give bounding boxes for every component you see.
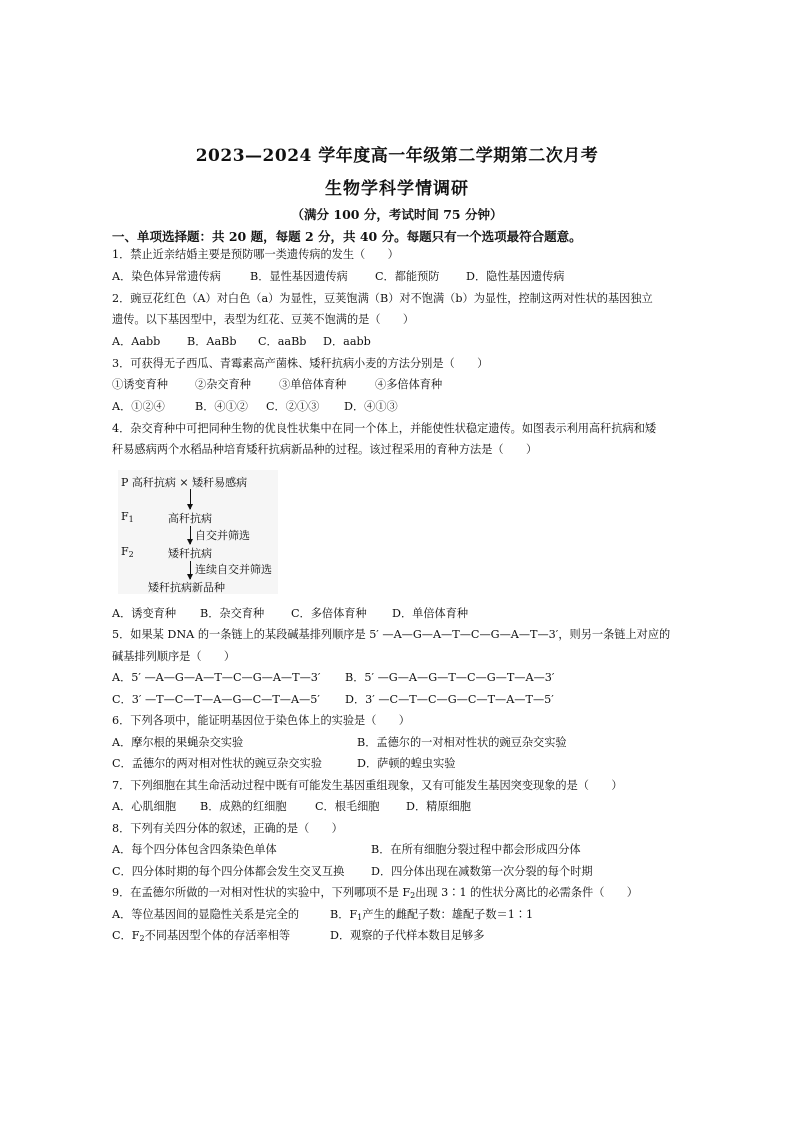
question-6-option-b: B．孟德尔的一对相对性状的豌豆杂交实验 [357,736,567,749]
question-5-stem-line1: 5．如果某 DNA 的一条链上的某段碱基排列顺序是 5′ —A—G—A—T—C—G—A—T—3′，则另一条链上对应的 [112,628,671,641]
question-4-option-a: A．诱变育种 [112,607,177,620]
question-1-option-a: A．染色体异常遗传病 [112,270,221,283]
question-3-method-4: ④多倍体育种 [375,378,443,391]
question-7-option-a: A．心肌细胞 [112,800,177,813]
question-9-option-b: B．$F_1$产生的雌配子数：雄配子数＝1∶1 [330,908,534,922]
question-3-option-a: A．①②④ [112,400,165,413]
question-7-option-b: B．成熟的红细胞 [200,800,287,813]
question-7-option-c: C．根毛细胞 [315,800,380,813]
question-3-option-d: D．④①③ [344,400,398,413]
question-9-stem: 9．在孟德尔所做的一对相对性状的实验中，下列哪项不是 $F_2$出现 3∶1 的性状分离比的必需条件（ ） [112,886,638,900]
exam-score-time: （满分 100 分，考试时间 75 分钟） [291,207,503,222]
question-8-option-d: D．四分体出现在减数第一次分裂的每个时期 [371,865,593,878]
question-3-option-b: B．④①② [195,400,248,413]
question-3-method-2: ②杂交育种 [195,378,251,391]
question-2-option-c: C．aaBb [258,335,307,348]
question-6-option-a: A．摩尔根的果蝇杂交实验 [112,736,244,749]
diagram-f1-label: $F_1$ [121,510,134,524]
diagram-arrow-down-icon [190,489,191,509]
question-4-stem-line2: 秆易感病两个水稻品种培育矮秆抗病新品种的过程。该过程采用的育种方法是（ ） [112,443,538,456]
question-8-stem: 8．下列有关四分体的叙述，正确的是（ ） [112,822,343,835]
diagram-new-variety: 矮秆抗病新品种 [148,581,225,594]
question-8-option-c: C．四分体时期的每个四分体都会发生交叉互换 [112,865,345,878]
question-5-option-b: B．5′ —G—A—G—T—C—G—T—A—3′ [345,671,555,684]
diagram-arrow-down-icon [190,526,191,544]
diagram-f2-phenotype: 矮秆抗病 [168,547,212,560]
question-1-option-b: B．显性基因遗传病 [250,270,348,283]
question-4-option-b: B．杂交育种 [200,607,265,620]
question-3-method-1: ①诱变育种 [112,378,168,391]
question-7-option-d: D．精原细胞 [406,800,471,813]
diagram-step-selfcross: 自交并筛选 [195,529,250,542]
diagram-f2-label: $F_2$ [121,545,134,559]
question-1-option-c: C．都能预防 [375,270,440,283]
question-9-option-a: A．等位基因间的显隐性关系是完全的 [112,908,300,921]
question-8-option-a: A．每个四分体包含四条染色单体 [112,843,277,856]
exam-title: 2023—2024 学年度高一年级第二学期第二次月考 [195,146,599,166]
diagram-arrow-down-icon [190,561,191,579]
question-2-option-a: A．Aabb [112,335,161,348]
diagram-step-continuous-selfcross: 连续自交并筛选 [195,563,272,576]
question-2-option-b: B．AaBb [187,335,237,348]
question-1-stem: 1．禁止近亲结婚主要是预防哪一类遗传病的发生（ ） [112,248,399,261]
diagram-parent-cross: P 高秆抗病 × 矮秆易感病 [121,476,248,489]
question-8-option-b: B．在所有细胞分裂过程中都会形成四分体 [371,843,581,856]
question-6-option-d: D．萨顿的蝗虫实验 [357,757,456,770]
question-4-option-d: D．单倍体育种 [392,607,469,620]
question-3-method-3: ③单倍体育种 [279,378,347,391]
question-4-option-c: C．多倍体育种 [291,607,367,620]
question-9-option-d: D．观察的子代样本数目足够多 [330,929,485,942]
question-2-stem-line2: 遗传。以下基因型中，表型为红花、豆荚不饱满的是（ ） [112,313,415,326]
diagram-f1-phenotype: 高秆抗病 [168,512,212,525]
question-5-option-d: D．3′ —C—T—C—G—C—T—A—T—5′ [345,693,554,706]
exam-subject-title: 生物学科学情调研 [325,179,469,199]
question-5-option-c: C．3′ —T—C—T—A—G—C—T—A—5′ [112,693,320,706]
question-9-option-c: C．$F_2$不同基因型个体的存活率相等 [112,929,291,943]
question-5-stem-line2: 碱基排列顺序是（ ） [112,650,236,663]
question-2-stem-line1: 2．豌豆花红色（A）对白色（a）为显性，豆荚饱满（B）对不饱满（b）为显性，控制这两对性状的基因独立 [112,292,653,305]
question-5-option-a: A．5′ —A—G—A—T—C—G—A—T—3′ [112,671,321,684]
question-6-option-c: C．孟德尔的两对相对性状的豌豆杂交实验 [112,757,322,770]
question-6-stem: 6．下列各项中，能证明基因位于染色体上的实验是（ ） [112,714,410,727]
question-3-option-c: C．②①③ [266,400,320,413]
question-4-stem-line1: 4．杂交育种中可把同种生物的优良性状集中在同一个体上，并能使性状稳定遗传。如图表示利用高秆抗病和矮 [112,422,657,435]
question-1-option-d: D．隐性基因遗传病 [466,270,565,283]
section-heading: 一、单项选择题：共 20 题，每题 2 分，共 40 分。每题只有一个选项最符合题意。 [112,229,582,244]
question-7-stem: 7．下列细胞在其生命活动过程中既有可能发生基因重组现象，又有可能发生基因突变现象的是（ ） [112,779,623,792]
question-2-option-d: D．aabb [323,335,371,348]
question-3-stem: 3．可获得无子西瓜、青霉素高产菌株、矮秆抗病小麦的方法分别是（ ） [112,357,489,370]
